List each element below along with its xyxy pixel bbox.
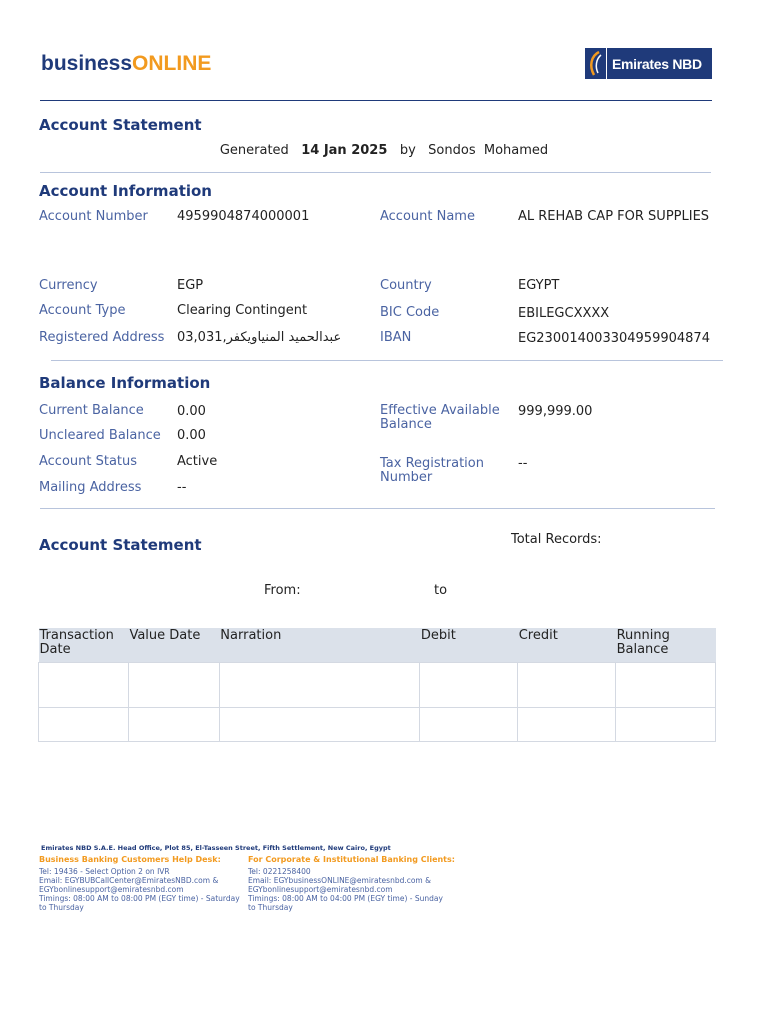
country-value: EGYPT — [518, 278, 560, 293]
footer-left-email-1: Email: EGYBUBCallCenter@EmiratesNBD.com & — [39, 876, 219, 885]
footer-corporate-banking — [248, 855, 463, 912]
table-cell — [219, 708, 420, 742]
footer-right-tel: Tel: 0221258400 — [248, 867, 311, 876]
mailing-address-value: -- — [177, 480, 187, 495]
account-name-value: AL REHAB CAP FOR SUPPLIES — [518, 209, 710, 224]
column-header-narration: Narration — [219, 628, 420, 663]
table-row — [39, 708, 716, 742]
generated-label: Generated — [219, 143, 289, 158]
brand-part2: ONLINE — [132, 52, 212, 75]
footer-right-timing-1: Timings: 08:00 AM to 04:00 PM (EGY time) - Sunday — [248, 894, 443, 903]
user-last-name: Mohamed — [483, 143, 549, 158]
tax-registration-label: Tax Registration Number — [380, 456, 484, 485]
footer-left-title: Business Banking Customers Help Desk: — [39, 855, 221, 864]
footer-right-timing-2: to Thursday — [248, 903, 293, 912]
currency-label: Currency — [39, 278, 98, 293]
table-header-row — [39, 628, 716, 663]
table-cell — [518, 708, 616, 742]
registered-address-value: عبدالحميد المنياويكفر,03,031 — [177, 330, 342, 345]
user-first-name: Sondos — [428, 143, 476, 158]
footer-right-title: For Corporate & Institutional Banking Clients: — [248, 855, 455, 864]
emirates-nbd-logo — [585, 48, 712, 79]
tax-registration-value: -- — [518, 456, 528, 471]
footer-left-timing-2: to Thursday — [39, 903, 84, 912]
country-label: Country — [380, 278, 432, 293]
table-cell — [39, 663, 129, 708]
generated-line — [0, 143, 768, 158]
total-records-label: Total Records: — [511, 532, 602, 547]
footer-left-tel: Tel: 19436 - Select Option 2 on IVR — [39, 867, 170, 876]
table-cell — [128, 708, 219, 742]
column-header-value-date: Value Date — [128, 628, 219, 663]
page-title: Account Statement — [39, 116, 202, 134]
account-number-value: 4959904874000001 — [177, 209, 310, 224]
footer-left-email-2: EGYbonlinesupport@emiratesnbd.com — [39, 885, 184, 894]
table-cell — [219, 663, 420, 708]
section-divider — [51, 360, 723, 361]
account-name-label: Account Name — [380, 209, 475, 224]
table-cell — [518, 663, 616, 708]
column-header-transaction-date: Transaction Date — [39, 628, 129, 663]
table-cell — [616, 708, 716, 742]
footer-left-timing-1: Timings: 08:00 AM to 08:00 PM (EGY time) - Saturday — [39, 894, 240, 903]
current-balance-label: Current Balance — [39, 403, 144, 418]
account-info-title: Account Information — [39, 182, 212, 200]
table-cell — [39, 708, 129, 742]
iban-value: EG230014003304959904874 — [518, 331, 710, 346]
generated-date: 14 Jan 2025 — [301, 143, 388, 158]
column-header-debit: Debit — [420, 628, 518, 663]
column-header-credit: Credit — [518, 628, 616, 663]
column-header-running-balance: Running Balance — [616, 628, 716, 663]
section-divider — [40, 172, 711, 173]
current-balance-value: 0.00 — [177, 404, 206, 419]
from-label: From: — [264, 583, 301, 598]
account-status-label: Account Status — [39, 454, 138, 469]
registered-address-label: Registered Address — [39, 330, 165, 345]
footer-business-banking — [39, 855, 249, 912]
mailing-address-label: Mailing Address — [39, 480, 142, 495]
table-cell — [420, 663, 518, 708]
header-divider — [40, 100, 712, 101]
uncleared-balance-label: Uncleared Balance — [39, 428, 161, 443]
footer-head-office: Emirates NBD S.A.E. Head Office, Plot 85, El-Tasseen Street, Fifth Settlement, New Cairo, Egypt — [41, 844, 391, 852]
table-cell — [420, 708, 518, 742]
logo-text: Emirates NBD — [612, 55, 702, 72]
account-number-label: Account Number — [39, 209, 148, 224]
currency-value: EGP — [177, 278, 204, 293]
footer-right-email-2: EGYbonlinesupport@emiratesnbd.com — [248, 885, 393, 894]
account-type-value: Clearing Contingent — [177, 303, 308, 318]
account-status-value: Active — [177, 454, 218, 469]
statement-section-title: Account Statement — [39, 536, 202, 554]
effective-balance-label: Effective Available Balance — [380, 403, 500, 432]
table-row — [39, 663, 716, 708]
table-cell — [616, 663, 716, 708]
uncleared-balance-value: 0.00 — [177, 428, 206, 443]
iban-label: IBAN — [380, 330, 412, 345]
table-cell — [128, 663, 219, 708]
by-label: by — [399, 143, 416, 158]
emirates-nbd-emblem-icon — [585, 48, 607, 79]
bic-code-value: EBILEGCXXXX — [518, 306, 610, 321]
business-online-logo — [41, 52, 211, 76]
bic-code-label: BIC Code — [380, 305, 440, 320]
footer-right-email-1: Email: EGYbusinessONLINE@emiratesnbd.com & — [248, 876, 431, 885]
transactions-table — [38, 628, 716, 742]
effective-balance-value: 999,999.00 — [518, 404, 593, 419]
account-type-label: Account Type — [39, 303, 126, 318]
brand-part1: business — [41, 52, 133, 75]
section-divider — [40, 508, 715, 509]
balance-info-title: Balance Information — [39, 374, 211, 392]
to-label: to — [434, 583, 448, 598]
